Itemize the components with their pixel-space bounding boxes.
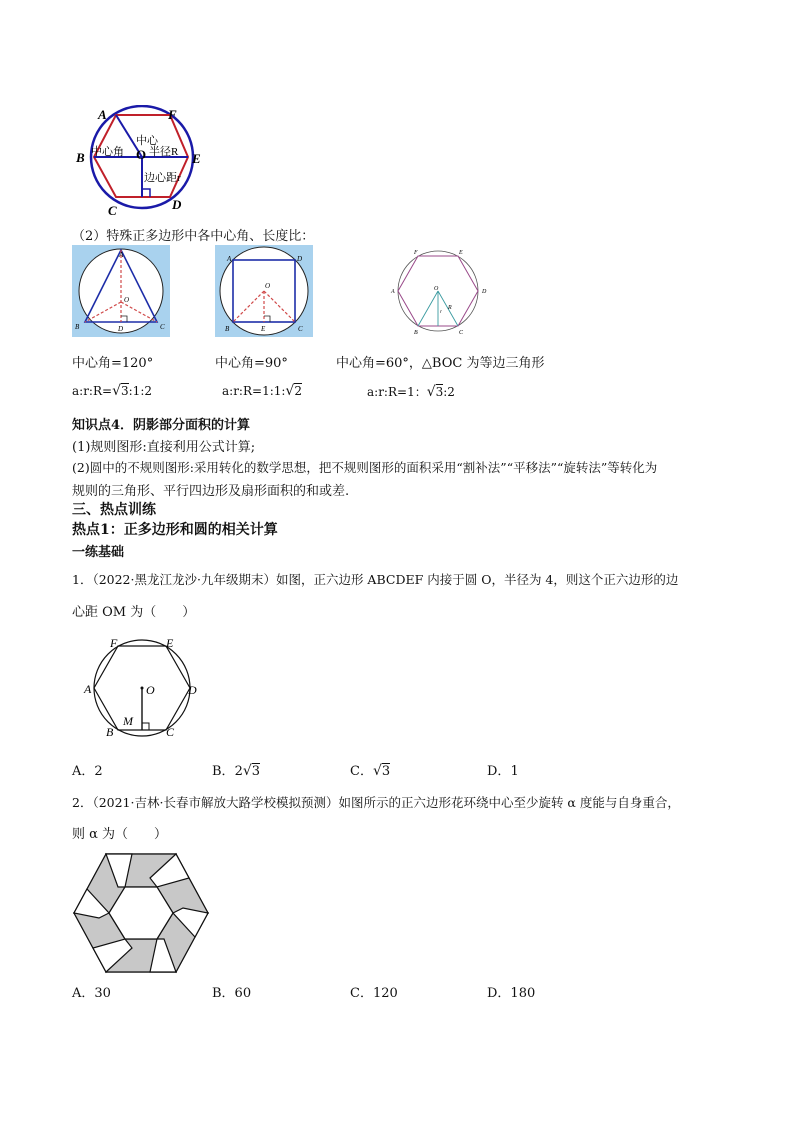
kp4-title: 知识点4．阴影部分面积的计算 — [72, 418, 251, 433]
q2-option-d[interactable]: D．180 — [487, 986, 536, 1001]
kp4-line3: 规则的三角形、平行四边形及扇形面积的和或差. — [72, 484, 350, 499]
q1-stem-line1: 1．（2022·黑龙江龙沙·九年级期末）如图，正六边形 ABCDEF 内接于圆 O，半径为 4，则这个正六边形的边 — [72, 572, 679, 587]
section-3-heading: 三、热点训练 — [72, 502, 156, 518]
q1-option-c[interactable]: C．√3 — [350, 763, 391, 779]
svg-text:D: D — [118, 325, 124, 333]
svg-text:E: E — [166, 636, 174, 650]
svg-text:C: C — [166, 725, 175, 739]
svg-text:A: A — [227, 255, 232, 263]
svg-text:A: A — [119, 251, 124, 259]
q2-option-b[interactable]: B．60 — [212, 986, 252, 1001]
q1-hexagon-figure — [82, 632, 206, 742]
q2-option-a[interactable]: A．30 — [72, 986, 111, 1001]
angle-hexagon: 中心角=60°，△BOC 为等边三角形 — [336, 356, 545, 371]
hot1-heading: 热点1：正多边形和圆的相关计算 — [72, 522, 278, 538]
svg-text:A: A — [84, 682, 92, 696]
svg-text:边心距r: 边心距r — [144, 172, 181, 184]
q2-stem-line1: 2．（2021·吉林·长春市解放大路学校模拟预测）如图所示的正六边形花环绕中心至少旋转 α 度能与自身重合， — [72, 795, 680, 810]
q1-option-a[interactable]: A．2 — [72, 764, 103, 779]
regular-polygon-diagram — [72, 105, 212, 220]
svg-text:O: O — [136, 147, 147, 162]
kp4-line2: (2)圆中的不规则图形:采用转化的数学思想，把不规则图形的面积采用“割补法”“平移法”“旋转法”等转化为 — [72, 460, 658, 475]
svg-text:E: E — [261, 325, 266, 333]
svg-text:R: R — [448, 305, 452, 311]
q1-option-b[interactable]: B．2√3 — [212, 763, 261, 779]
svg-text:C: C — [108, 203, 117, 218]
svg-text:r: r — [440, 310, 442, 315]
svg-text:A: A — [98, 107, 107, 122]
svg-text:D: D — [172, 197, 182, 212]
svg-text:E: E — [459, 250, 463, 256]
svg-text:B: B — [414, 330, 418, 336]
svg-text:B: B — [225, 325, 230, 333]
svg-text:C: C — [160, 323, 165, 331]
svg-text:C: C — [459, 330, 464, 336]
q1-stem-line2: 心距 OM 为（ ） — [72, 605, 196, 620]
svg-text:F: F — [168, 107, 177, 122]
svg-text:O: O — [265, 282, 271, 290]
kp4-line1: (1)规则图形:直接利用公式计算; — [72, 440, 256, 455]
svg-text:C: C — [298, 325, 303, 333]
triangle-diagram — [72, 245, 170, 337]
svg-text:中心角: 中心角 — [91, 146, 124, 158]
angle-triangle: 中心角=120° — [72, 356, 154, 371]
svg-text:E: E — [192, 151, 201, 166]
svg-text:D: D — [188, 683, 197, 697]
square-diagram — [215, 245, 313, 337]
q2-option-c[interactable]: C．120 — [350, 986, 398, 1001]
ratio-triangle: a:r:R=√3:1:2 — [72, 383, 152, 399]
svg-text:B: B — [75, 323, 80, 331]
svg-text:F: F — [110, 636, 118, 650]
q2-hexagon-wreath-figure — [72, 852, 210, 974]
svg-text:M: M — [123, 714, 133, 728]
q2-stem-line2: 则 α 为（ ） — [72, 827, 168, 842]
section-2-heading: （2）特殊正多边形中各中心角、长度比： — [72, 229, 315, 244]
svg-text:F: F — [414, 250, 418, 256]
svg-text:B: B — [106, 725, 114, 739]
ratio-hexagon: a:r:R=1：√3:2 — [367, 384, 455, 400]
basic-heading: 一练基础 — [72, 545, 125, 560]
svg-text:半径R: 半径R — [149, 146, 179, 158]
svg-text:O: O — [124, 296, 130, 304]
svg-text:D: D — [297, 255, 303, 263]
svg-text:中心: 中心 — [136, 135, 158, 147]
svg-text:D: D — [482, 289, 487, 295]
svg-text:O: O — [146, 683, 155, 697]
q1-option-d[interactable]: D．1 — [487, 764, 519, 779]
svg-text:A: A — [391, 289, 395, 295]
hexagon-diagram — [388, 243, 496, 339]
ratio-square: a:r:R=1:1:√2 — [222, 383, 302, 399]
svg-text:O: O — [434, 286, 439, 292]
svg-text:B: B — [76, 150, 85, 165]
angle-square: 中心角=90° — [215, 356, 288, 371]
